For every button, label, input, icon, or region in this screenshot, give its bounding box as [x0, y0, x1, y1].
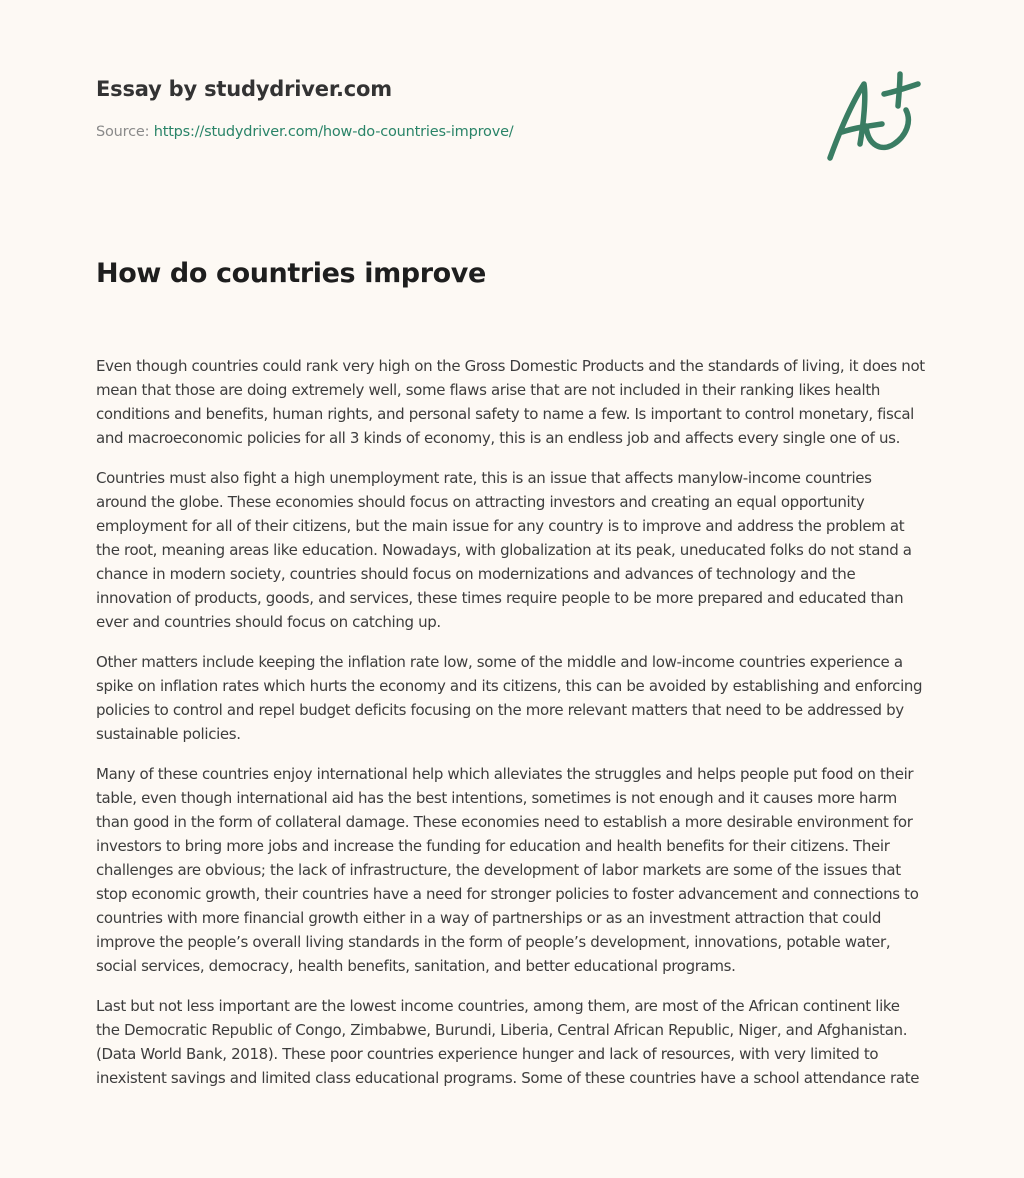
paragraph-4: Many of these countries enjoy international help which alleviates the struggles and helps people put food on their table, even though international aid has the best intentions, sometimes is not enough and it causes more harm than good in the form of collateral damage. These economies need to establish a more desirable environment for investors to bring more jobs and increase the funding for education and health benefits for their citizens. Their challenges are obvious; the lack of infrastructure, the development of labor markets are some of the issues that stop economic growth, their countries have a need for stronger policies to foster advancement and connections to countries with more financial growth either in a way of partnerships or as an investment attraction that could improve the people’s overall living standards in the form of people’s development, innovations, potable water, social services, democracy, health benefits, sanitation, and better educational programs. [96, 765, 919, 975]
document-title: How do countries improve [96, 258, 486, 289]
paragraph-3: Other matters include keeping the inflation rate low, some of the middle and low-income countries experience a spike on inflation rates which hurts the economy and its citizens, this can be avoided by establishing and enforcing policies to control and repel budget deficits focusing on the more relevant matters that need to be addressed by sustainable policies. [96, 653, 923, 743]
page-header [96, 74, 856, 142]
paragraph-2: Countries must also fight a high unemployment rate, this is an issue that affects manylow-income countries around the globe. These economies should focus on attracting investors and creating an equal opportunity employment for all of their citizens, but the main issue for any country is to improve and address the problem at the root, meaning areas like education. Nowadays, with globalization at its peak, uneducated folks do not stand a chance in modern society, countries should focus on modernizations and advances of technology and the innovation of products, goods, and services, these times require people to be more prepared and educated than ever and countries should focus on catching up. [96, 469, 912, 631]
site-title: Essay by studydriver.com [96, 77, 392, 101]
essay-body [96, 354, 926, 1106]
source-link[interactable]: https://studydriver.com/how-do-countries-improve/ [153, 124, 514, 140]
source-line [96, 122, 856, 142]
a-plus-grade-icon [820, 66, 930, 166]
source-label: Source: [96, 124, 150, 140]
paragraph-1: Even though countries could rank very high on the Gross Domestic Products and the standards of living, it does not mean that those are doing extremely well, some flaws arise that are not included in their ranking likes health conditions and benefits, human rights, and personal safety to name a few. Is important to control monetary, fiscal and macroeconomic policies for all 3 kinds of economy, this is an endless job and affects every single one of us. [96, 357, 925, 447]
paragraph-5: Last but not less important are the lowest income countries, among them, are most of the African continent like the Democratic Republic of Congo, Zimbabwe, Burundi, Liberia, Central African Republic, Niger, and Afghanistan. (Data World Bank, 2018). These poor countries experience hunger and lack of resources, with very limited to inexistent savings and limited class educational programs. Some of these countries have a school attendance rate [96, 997, 920, 1087]
